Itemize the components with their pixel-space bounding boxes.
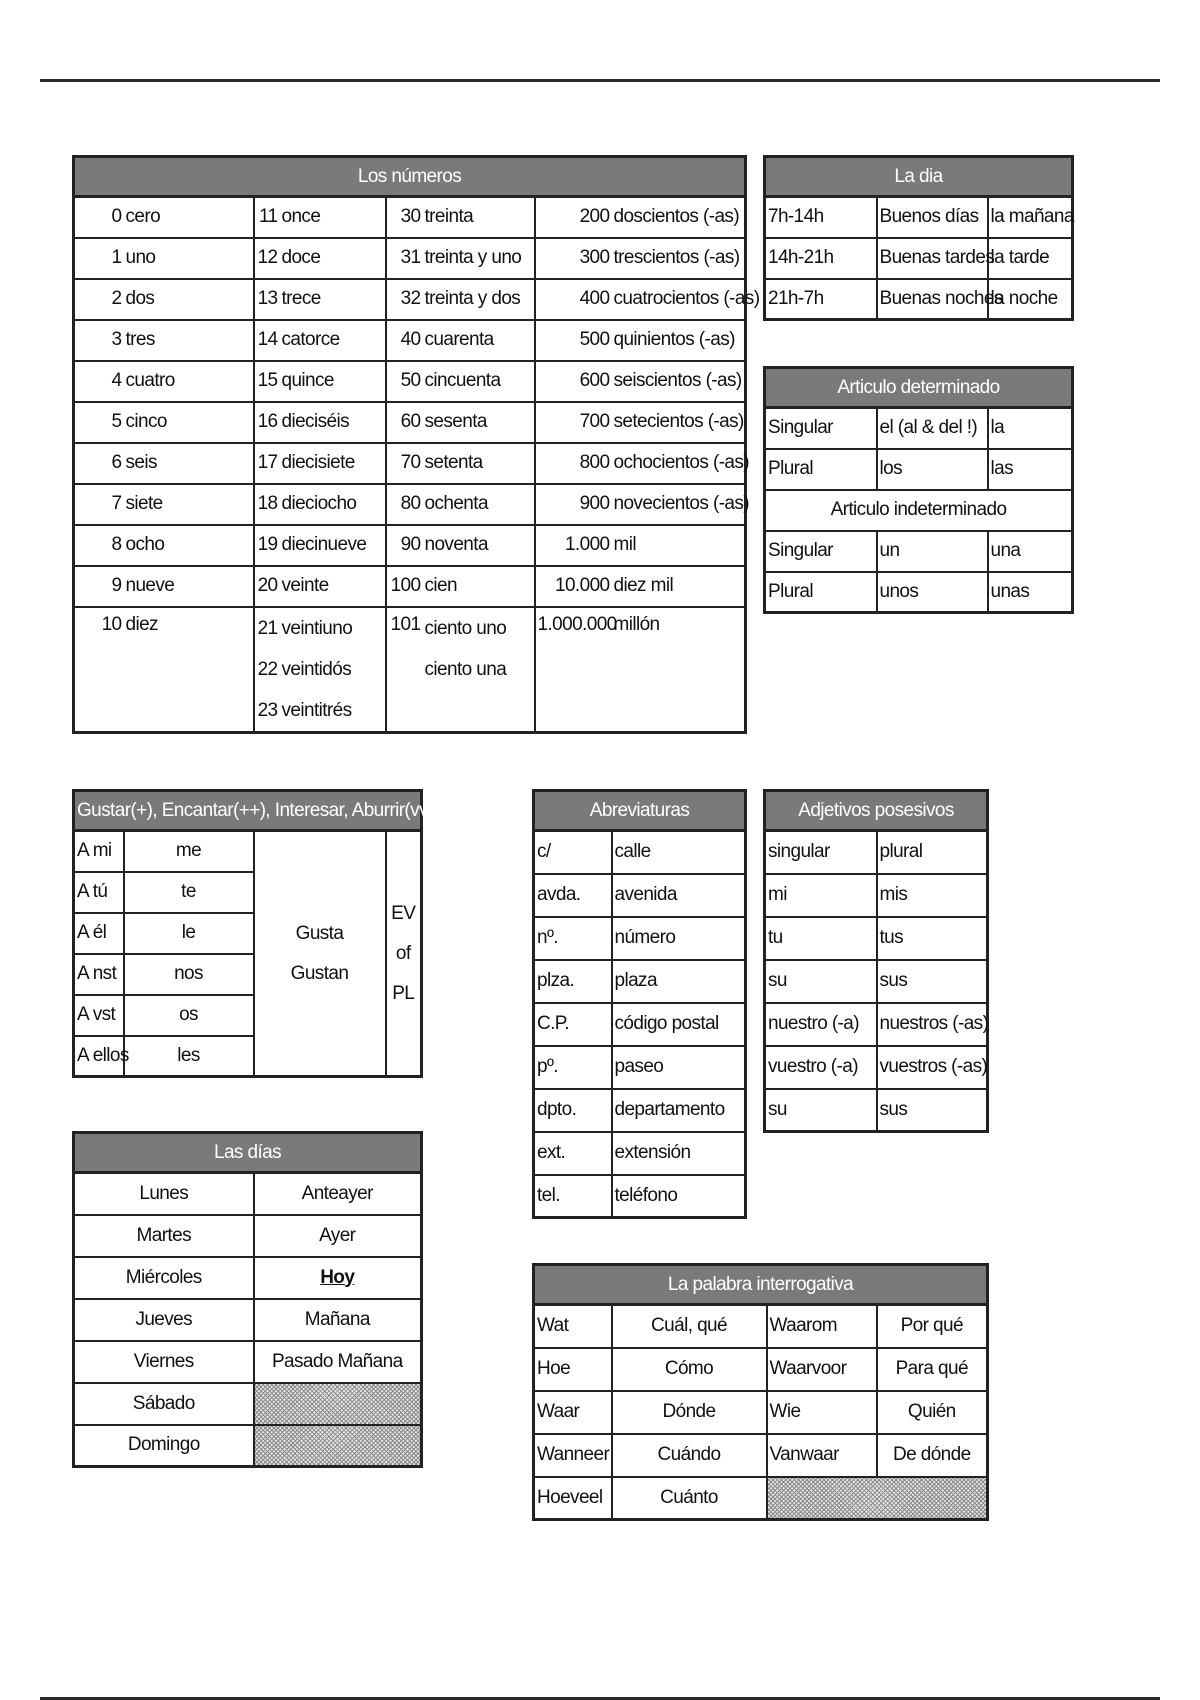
- article-row: [765, 572, 1073, 613]
- interrogative-title: La palabra interrogativa: [534, 1265, 988, 1305]
- weekday-row: [74, 1173, 422, 1215]
- number-word: veintiuno: [281, 617, 353, 639]
- number-word: siete: [124, 484, 254, 525]
- article-feminine: unas: [988, 572, 1073, 613]
- possessive-singular: su: [765, 1089, 877, 1132]
- number-word: ochenta: [423, 484, 535, 525]
- number-digit: 1.000.000: [535, 607, 612, 733]
- gustar-note: of: [395, 942, 411, 964]
- possessive-singular: su: [765, 960, 877, 1003]
- day-greeting: Buenos días: [877, 197, 988, 238]
- number-digit: 32: [386, 279, 423, 320]
- weekday-row: [74, 1257, 422, 1299]
- number-digit: 100: [386, 566, 423, 607]
- number-digit: 7: [74, 484, 124, 525]
- article-feminine: la: [988, 408, 1073, 449]
- number-digit: 18: [254, 484, 280, 525]
- weekday-row: [74, 1299, 422, 1341]
- number-digit: 400: [535, 279, 612, 320]
- number-word: uno: [124, 238, 254, 279]
- numbers-row: [74, 320, 746, 361]
- article-number: Singular: [765, 531, 877, 572]
- number-digit: 40: [386, 320, 423, 361]
- day-greeting: Buenas tardes: [877, 238, 988, 279]
- article-feminine: una: [988, 531, 1073, 572]
- number-word: ocho: [124, 525, 254, 566]
- number-digit: 20: [254, 566, 280, 607]
- weekday-relative-empty: [254, 1383, 422, 1425]
- number-word: nueve: [124, 566, 254, 607]
- gustar-pronoun: le: [124, 913, 254, 954]
- day-table: [763, 155, 1074, 321]
- interrogative-row: [534, 1348, 988, 1391]
- number-digit: 0: [74, 197, 124, 238]
- number-digit: 600: [535, 361, 612, 402]
- abbrev-short: plza.: [534, 960, 612, 1003]
- interrogative-table: [532, 1263, 989, 1521]
- abbrev-full: código postal: [612, 1003, 746, 1046]
- number-digit: 14: [254, 320, 280, 361]
- gustar-note: EV: [391, 902, 416, 924]
- abbrev-full: avenida: [612, 874, 746, 917]
- article-masculine: un: [877, 531, 988, 572]
- number-word: trescientos (-as): [612, 238, 746, 279]
- abbrev-short: ext.: [534, 1132, 612, 1175]
- day-part: la tarde: [988, 238, 1073, 279]
- number-digit: 2: [74, 279, 124, 320]
- abbrev-short: pº.: [534, 1046, 612, 1089]
- number-word: millón: [612, 607, 746, 733]
- gustar-note-cell: [386, 831, 422, 1077]
- abbrev-short: C.P.: [534, 1003, 612, 1046]
- gustar-row: [74, 831, 422, 872]
- possessive-singular: vuestro (-a): [765, 1046, 877, 1089]
- number-word: veinte: [280, 566, 386, 607]
- interrogative-spanish: Cuándo: [612, 1434, 767, 1477]
- numbers-row: [74, 443, 746, 484]
- numbers-title: Los números: [74, 157, 746, 197]
- article-number: Plural: [765, 572, 877, 613]
- gustar-title: Gustar(+), Encantar(++), Interesar, Aburrir(vvl): [74, 791, 422, 831]
- number-word: veintidós: [281, 658, 352, 680]
- number-word: doce: [280, 238, 386, 279]
- possessive-row: [765, 1003, 988, 1046]
- interrogative-row: [534, 1391, 988, 1434]
- day-greeting: Buenas noches: [877, 279, 988, 320]
- possessive-plural: sus: [877, 960, 988, 1003]
- article-masculine: los: [877, 449, 988, 490]
- possessive-plural: tus: [877, 917, 988, 960]
- gustar-pronoun: te: [124, 872, 254, 913]
- number-digit: 1.000: [535, 525, 612, 566]
- number-word: cero: [124, 197, 254, 238]
- interrogative-dutch: Waarom: [767, 1305, 877, 1348]
- possessive-plural: mis: [877, 874, 988, 917]
- weekday-name: Martes: [74, 1215, 254, 1257]
- articles-table: [763, 366, 1074, 614]
- number-word: cinco: [124, 402, 254, 443]
- interrogative-spanish: Dónde: [612, 1391, 767, 1434]
- day-time: 7h-14h: [765, 197, 877, 238]
- number-digit: 16: [254, 402, 280, 443]
- article-number: Singular: [765, 408, 877, 449]
- number-word: catorce: [280, 320, 386, 361]
- weekday-relative: Hoy: [254, 1257, 422, 1299]
- number-digit: 90: [386, 525, 423, 566]
- weekday-relative-empty: [254, 1425, 422, 1467]
- abbrev-short: tel.: [534, 1175, 612, 1218]
- interrogative-spanish: Cuánto: [612, 1477, 767, 1520]
- article-masculine: el (al & del !): [877, 408, 988, 449]
- number-digit: 22: [257, 658, 278, 680]
- number-digit: 8: [74, 525, 124, 566]
- abbrev-full: teléfono: [612, 1175, 746, 1218]
- number-word: ciento uno: [424, 617, 507, 639]
- possessive-plural: sus: [877, 1089, 988, 1132]
- possessive-singular: nuestro (-a): [765, 1003, 877, 1046]
- number-word: setenta: [423, 443, 535, 484]
- possessive-row: [765, 874, 988, 917]
- number-word-stack: [280, 607, 386, 733]
- number-digit: 10.000: [535, 566, 612, 607]
- interrogative-dutch: Waar: [534, 1391, 612, 1434]
- interrogative-dutch: Waarvoor: [767, 1348, 877, 1391]
- number-digit: 12: [254, 238, 280, 279]
- abbrev-row: [534, 917, 746, 960]
- number-word: dieciséis: [280, 402, 386, 443]
- number-word: trece: [280, 279, 386, 320]
- gustar-pronoun: nos: [124, 954, 254, 995]
- interrogative-spanish: Para qué: [877, 1348, 988, 1391]
- day-title: La dia: [765, 157, 1073, 197]
- number-word: diecinueve: [280, 525, 386, 566]
- abbrev-full: plaza: [612, 960, 746, 1003]
- weekday-name: Viernes: [74, 1341, 254, 1383]
- number-word: diez mil: [612, 566, 746, 607]
- number-digit: 17: [254, 443, 280, 484]
- possessive-title: Adjetivos posesivos: [765, 791, 988, 831]
- interrogative-row: [534, 1434, 988, 1477]
- number-digit: 70: [386, 443, 423, 484]
- number-digit: 13: [254, 279, 280, 320]
- abbrev-short: nº.: [534, 917, 612, 960]
- number-digit: 1: [74, 238, 124, 279]
- number-word: cuatrocientos (-as): [612, 279, 746, 320]
- possessive-row: [765, 831, 988, 874]
- abbrev-full: paseo: [612, 1046, 746, 1089]
- numbers-row: [74, 402, 746, 443]
- numbers-row: [74, 484, 746, 525]
- abbrev-short: c/: [534, 831, 612, 874]
- gustar-pronoun: os: [124, 995, 254, 1036]
- abbrev-full: calle: [612, 831, 746, 874]
- weekday-row: [74, 1383, 422, 1425]
- weekday-name: Jueves: [74, 1299, 254, 1341]
- interrogative-spanish: De dónde: [877, 1434, 988, 1477]
- number-digit: 9: [74, 566, 124, 607]
- number-digit: 800: [535, 443, 612, 484]
- interrogative-dutch: Wat: [534, 1305, 612, 1348]
- interrogative-spanish: Quién: [877, 1391, 988, 1434]
- weekdays-table: [72, 1131, 423, 1468]
- day-time: 14h-21h: [765, 238, 877, 279]
- weekday-name: Miércoles: [74, 1257, 254, 1299]
- number-word: cuarenta: [423, 320, 535, 361]
- number-digit: 11: [254, 197, 280, 238]
- gustar-pronoun: me: [124, 831, 254, 872]
- possessive-plural: nuestros (-as): [877, 1003, 988, 1046]
- numbers-table: [72, 155, 760, 734]
- abbrev-row: [534, 1132, 746, 1175]
- gustar-subject: A mi: [74, 831, 124, 872]
- articles-indet-title: Articulo indeterminado: [765, 490, 1073, 531]
- number-digit: 21: [257, 617, 278, 639]
- possessive-row: [765, 917, 988, 960]
- weekday-row: [74, 1341, 422, 1383]
- number-word: ciento una: [424, 658, 507, 680]
- interrogative-spanish: Por qué: [877, 1305, 988, 1348]
- weekday-relative: Anteayer: [254, 1173, 422, 1215]
- number-digit: 10: [74, 607, 124, 733]
- number-digit: 50: [386, 361, 423, 402]
- number-digit: 101: [386, 607, 423, 733]
- gustar-note: PL: [392, 982, 415, 1004]
- possessive-singular: tu: [765, 917, 877, 960]
- number-digit: 5: [74, 402, 124, 443]
- day-row: [765, 279, 1073, 320]
- numbers-row: [74, 197, 746, 238]
- number-digit: 31: [386, 238, 423, 279]
- numbers-row: [74, 238, 746, 279]
- abbrev-row: [534, 960, 746, 1003]
- day-part: la noche: [988, 279, 1073, 320]
- article-row: [765, 449, 1073, 490]
- abbrev-row: [534, 1046, 746, 1089]
- gustar-subject: A vst: [74, 995, 124, 1036]
- gustar-verb: Gustan: [290, 962, 349, 984]
- number-word: setecientos (-as): [612, 402, 746, 443]
- interrogative-dutch: Wie: [767, 1391, 877, 1434]
- numbers-last-row: [74, 607, 746, 733]
- number-word: diez: [124, 607, 254, 733]
- possessive-row: [765, 1046, 988, 1089]
- abbrev-short: avda.: [534, 874, 612, 917]
- number-word: dos: [124, 279, 254, 320]
- interrogative-dutch: Wanneer: [534, 1434, 612, 1477]
- abbrev-title: Abreviaturas: [534, 791, 746, 831]
- possessive-singular: singular: [765, 831, 877, 874]
- number-word: diecisiete: [280, 443, 386, 484]
- articles-title: Articulo determinado: [765, 368, 1073, 408]
- number-digit: 700: [535, 402, 612, 443]
- article-row: [765, 531, 1073, 572]
- number-word: ochocientos (-as): [612, 443, 746, 484]
- abbrev-row: [534, 831, 746, 874]
- gustar-subject: A él: [74, 913, 124, 954]
- number-digit: 6: [74, 443, 124, 484]
- article-number: Plural: [765, 449, 877, 490]
- gustar-verb: Gusta: [295, 922, 344, 944]
- number-word: doscientos (-as): [612, 197, 746, 238]
- day-row: [765, 238, 1073, 279]
- day-time: 21h-7h: [765, 279, 877, 320]
- weekday-name: Domingo: [74, 1425, 254, 1467]
- gustar-verb-cell: [254, 831, 386, 1077]
- article-row: [765, 408, 1073, 449]
- numbers-row: [74, 279, 746, 320]
- number-digit: 200: [535, 197, 612, 238]
- top-rule: [40, 79, 1160, 82]
- day-part: la mañana: [988, 197, 1073, 238]
- interrogative-spanish: Cuál, qué: [612, 1305, 767, 1348]
- number-word: seiscientos (-as): [612, 361, 746, 402]
- interrogative-row: [534, 1305, 988, 1348]
- number-digit: 80: [386, 484, 423, 525]
- weekday-row: [74, 1215, 422, 1257]
- gustar-subject: A ellos: [74, 1036, 124, 1077]
- abbrev-full: extensión: [612, 1132, 746, 1175]
- number-word: noventa: [423, 525, 535, 566]
- abbrev-row: [534, 1089, 746, 1132]
- weekday-relative: Mañana: [254, 1299, 422, 1341]
- numbers-row: [74, 566, 746, 607]
- abbrev-full: departamento: [612, 1089, 746, 1132]
- abbrev-short: dpto.: [534, 1089, 612, 1132]
- gustar-subject: A nst: [74, 954, 124, 995]
- number-word: tres: [124, 320, 254, 361]
- numbers-row: [74, 361, 746, 402]
- number-word: treinta y uno: [423, 238, 535, 279]
- number-digit: 15: [254, 361, 280, 402]
- number-word: cien: [423, 566, 535, 607]
- weekdays-title: Las días: [74, 1133, 422, 1173]
- number-word: veintitrés: [281, 699, 352, 721]
- number-word: sesenta: [423, 402, 535, 443]
- weekday-row: [74, 1425, 422, 1467]
- number-word: cuatro: [124, 361, 254, 402]
- interrogative-row: [534, 1477, 988, 1520]
- possessive-plural: plural: [877, 831, 988, 874]
- abbrev-row: [534, 1003, 746, 1046]
- number-digit: 19: [254, 525, 280, 566]
- abbrev-row: [534, 1175, 746, 1218]
- number-digit: 4: [74, 361, 124, 402]
- article-masculine: unos: [877, 572, 988, 613]
- number-word: treinta y dos: [423, 279, 535, 320]
- number-word: treinta: [423, 197, 535, 238]
- gustar-table: [72, 789, 438, 1078]
- number-digit: 30: [386, 197, 423, 238]
- weekday-name: Lunes: [74, 1173, 254, 1215]
- number-digit: 300: [535, 238, 612, 279]
- abbrev-table: [532, 789, 747, 1219]
- interrogative-spanish: Cómo: [612, 1348, 767, 1391]
- interrogative-empty: [767, 1477, 988, 1520]
- number-word: dieciocho: [280, 484, 386, 525]
- number-word: once: [280, 197, 386, 238]
- number-digit: 23: [257, 699, 278, 721]
- possessive-table: [763, 789, 989, 1133]
- article-feminine: las: [988, 449, 1073, 490]
- abbrev-full: número: [612, 917, 746, 960]
- possessive-plural: vuestros (-as): [877, 1046, 988, 1089]
- interrogative-dutch: Hoe: [534, 1348, 612, 1391]
- number-digit: 3: [74, 320, 124, 361]
- possessive-singular: mi: [765, 874, 877, 917]
- number-digit: 60: [386, 402, 423, 443]
- numbers-row: [74, 525, 746, 566]
- number-word-stack: [423, 607, 535, 733]
- interrogative-dutch: Hoeveel: [534, 1477, 612, 1520]
- number-word: novecientos (-as): [612, 484, 746, 525]
- gustar-pronoun: les: [124, 1036, 254, 1077]
- abbrev-row: [534, 874, 746, 917]
- possessive-row: [765, 960, 988, 1003]
- number-word: seis: [124, 443, 254, 484]
- weekday-relative: Pasado Mañana: [254, 1341, 422, 1383]
- number-word: quinientos (-as): [612, 320, 746, 361]
- gustar-subject: A tú: [74, 872, 124, 913]
- day-row: [765, 197, 1073, 238]
- number-word: cincuenta: [423, 361, 535, 402]
- number-digit: 500: [535, 320, 612, 361]
- number-digit: 900: [535, 484, 612, 525]
- weekday-name: Sábado: [74, 1383, 254, 1425]
- number-word: quince: [280, 361, 386, 402]
- possessive-row: [765, 1089, 988, 1132]
- number-word: mil: [612, 525, 746, 566]
- interrogative-dutch: Vanwaar: [767, 1434, 877, 1477]
- weekday-relative: Ayer: [254, 1215, 422, 1257]
- number-digit-stack: [254, 607, 280, 733]
